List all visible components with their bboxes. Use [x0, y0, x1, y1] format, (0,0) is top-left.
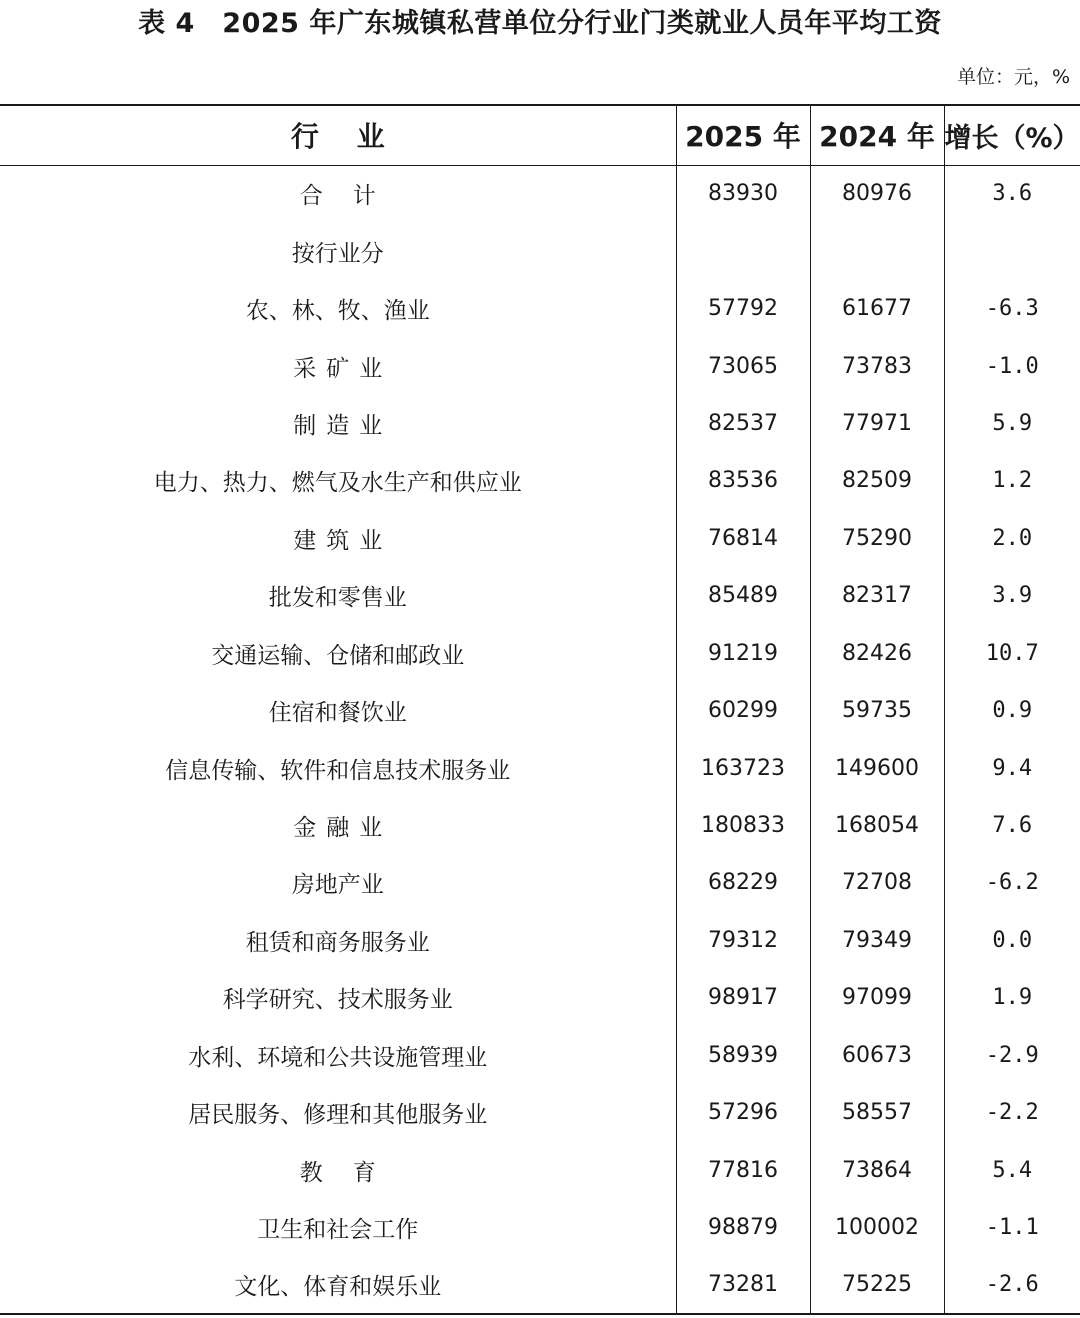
cell-2024: 73783: [810, 337, 944, 394]
cell-2024: 58557: [810, 1084, 944, 1141]
cell-2025: 79312: [676, 912, 810, 969]
header-2025: 2025 年: [676, 105, 810, 165]
cell-2024: 72708: [810, 854, 944, 911]
cell-2024: 168054: [810, 797, 944, 854]
cell-2025: 83536: [676, 452, 810, 509]
cell-industry: 房地产业: [291, 872, 384, 899]
cell-growth: -1.1: [944, 1199, 1080, 1256]
cell-2024: 82509: [810, 452, 944, 509]
cell-2025: 82537: [676, 395, 810, 452]
table-row: [0, 452, 1080, 509]
unit-note: 单位：元，%: [956, 66, 1070, 88]
cell-2024: 75225: [810, 1256, 944, 1313]
cell-industry: 文化、体育和娱乐业: [0, 1256, 676, 1313]
header-industry: 行 业: [0, 105, 676, 165]
cell-2025: 57296: [676, 1084, 810, 1141]
cell-2024: 82426: [810, 625, 944, 682]
cell-industry: 科学研究、技术服务业: [222, 987, 453, 1014]
cell-2025: 58939: [676, 1027, 810, 1084]
table-row: [0, 682, 1080, 739]
table-row: [0, 797, 1080, 854]
cell-growth: -6.3: [944, 280, 1080, 337]
table-header-row: [0, 105, 1080, 165]
cell-2024: 79349: [810, 912, 944, 969]
cell-industry: 电力、热力、燃气及水生产和供应业: [153, 470, 522, 497]
cell-2025: 57792: [676, 280, 810, 337]
cell-2025: 163723: [676, 739, 810, 796]
cell-industry: 住宿和餐饮业: [268, 700, 407, 727]
cell-2024: 97099: [810, 969, 944, 1026]
cell-2025: 60299: [676, 682, 810, 739]
header-2024: 2024 年: [810, 105, 944, 165]
table-row: [0, 1199, 1080, 1256]
cell-2025: 85489: [676, 567, 810, 624]
cell-industry: 批发和零售业: [268, 585, 407, 612]
cell-2025: 73065: [676, 337, 810, 394]
cell-growth: 1.9: [944, 969, 1080, 1026]
cell-2025: 77816: [676, 1141, 810, 1198]
cell-2025: 91219: [676, 625, 810, 682]
cell-industry: 教育: [299, 1159, 406, 1186]
cell-industry: 水利、环境和公共设施管理业: [188, 1044, 488, 1071]
table-row: [0, 625, 1080, 682]
cell-industry: 租赁和商务服务业: [245, 929, 430, 956]
cell-growth: [944, 222, 1080, 279]
cell-2024: 100002: [810, 1199, 944, 1256]
cell-growth: 5.4: [944, 1141, 1080, 1198]
table-row: [0, 969, 1080, 1026]
cell-industry: 卫生和社会工作: [257, 1217, 419, 1244]
cell-growth: 5.9: [944, 395, 1080, 452]
table-row: [0, 912, 1080, 969]
cell-industry: 居民服务、修理和其他服务业: [188, 1102, 488, 1129]
table-row: [0, 280, 1080, 337]
cell-growth: 7.6: [944, 797, 1080, 854]
cell-2025: 68229: [676, 854, 810, 911]
cell-industry: 交通运输、仓储和邮政业: [211, 642, 465, 669]
table-title: 表 4 2025 年广东城镇私营单位分行业门类就业人员年平均工资: [138, 8, 942, 39]
cell-2025: 180833: [676, 797, 810, 854]
cell-growth: 1.2: [944, 452, 1080, 509]
cell-2024: 149600: [810, 739, 944, 796]
cell-growth: -1.0: [944, 337, 1080, 394]
cell-2025: [676, 222, 810, 279]
cell-growth: -2.9: [944, 1027, 1080, 1084]
cell-growth: 0.9: [944, 682, 1080, 739]
table-row: [0, 739, 1080, 796]
table-row: [0, 1141, 1080, 1198]
table-row: [0, 1027, 1080, 1084]
table-row: [0, 165, 1080, 222]
cell-growth: -2.6: [944, 1256, 1080, 1313]
cell-growth: 3.6: [944, 165, 1080, 222]
cell-2025: 73281: [676, 1256, 810, 1313]
header-growth: 增长（%）: [944, 105, 1080, 165]
table-row: [0, 1084, 1080, 1141]
cell-growth: 0.0: [944, 912, 1080, 969]
cell-2025: 76814: [676, 510, 810, 567]
cell-2024: 77971: [810, 395, 944, 452]
table-row: [0, 1256, 1080, 1313]
wage-table: [0, 104, 1080, 1315]
cell-2024: [810, 222, 944, 279]
cell-industry: 采矿业: [293, 355, 393, 382]
cell-industry: 信息传输、软件和信息技术服务业: [165, 757, 511, 784]
cell-2024: 75290: [810, 510, 944, 567]
cell-2024: 59735: [810, 682, 944, 739]
table-row: [0, 510, 1080, 567]
cell-growth: 2.0: [944, 510, 1080, 567]
cell-2024: 80976: [810, 165, 944, 222]
cell-industry: 按行业分: [291, 240, 384, 267]
cell-growth: -6.2: [944, 854, 1080, 911]
cell-growth: 3.9: [944, 567, 1080, 624]
cell-2025: 98879: [676, 1199, 810, 1256]
cell-industry: 建筑业: [293, 527, 393, 554]
table-row: [0, 395, 1080, 452]
cell-2024: 73864: [810, 1141, 944, 1198]
table-row: [0, 222, 1080, 279]
table-row: [0, 337, 1080, 394]
cell-industry: 制造业: [293, 412, 393, 439]
cell-2025: 98917: [676, 969, 810, 1026]
cell-industry: 合计: [299, 183, 406, 210]
cell-growth: -2.2: [944, 1084, 1080, 1141]
cell-2024: 82317: [810, 567, 944, 624]
table-body: [0, 165, 1080, 1314]
cell-industry: 农、林、牧、渔业: [245, 298, 430, 325]
table-row: [0, 854, 1080, 911]
table-row: [0, 567, 1080, 624]
cell-2024: 61677: [810, 280, 944, 337]
cell-growth: 10.7: [944, 625, 1080, 682]
cell-growth: 9.4: [944, 739, 1080, 796]
cell-2024: 60673: [810, 1027, 944, 1084]
cell-2025: 83930: [676, 165, 810, 222]
cell-industry: 金融业: [293, 815, 393, 842]
